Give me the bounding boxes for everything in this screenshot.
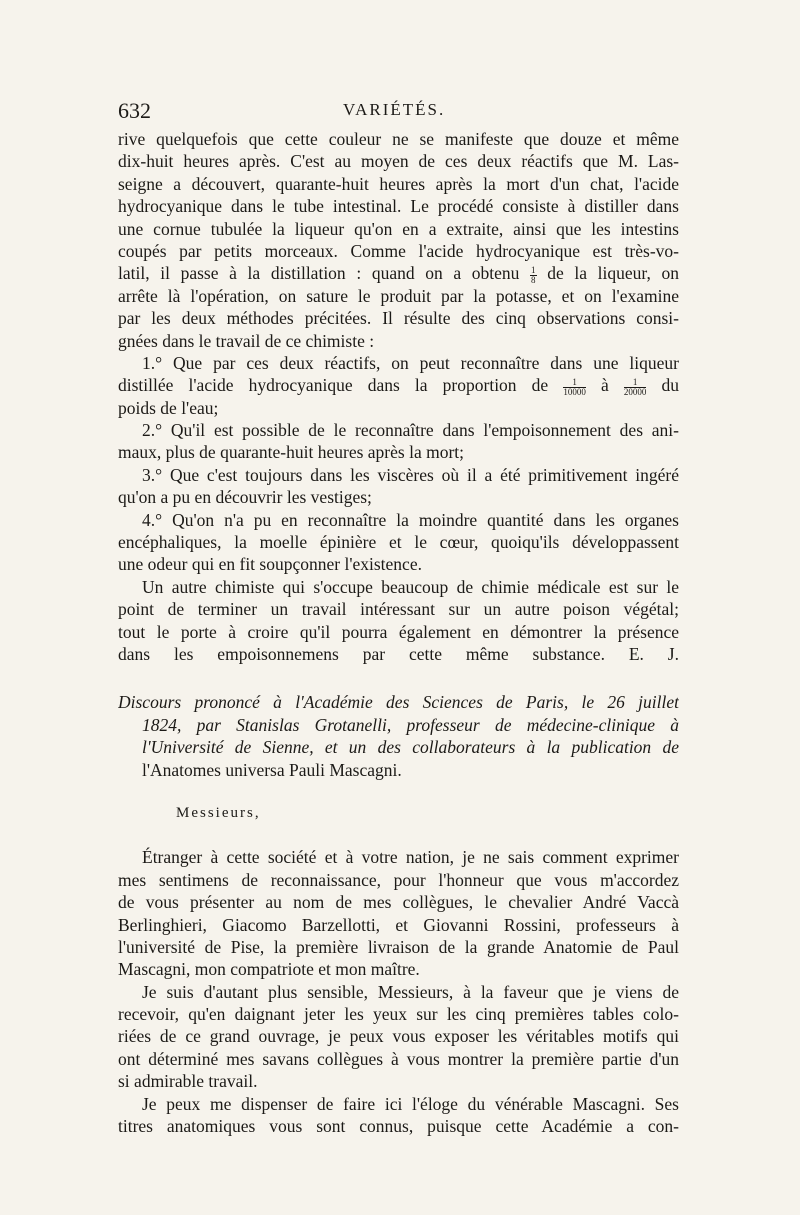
fraction-numerator: 1 [624,378,647,388]
text-line: point de terminer un travail intéressant sur un autre poison végétal; [118,599,679,620]
finding-4 [118,509,679,576]
text-line: une cornue tubulée la liqueur qu'on en a extraite, ainsi que les intestins [118,218,679,239]
section-spacer [118,824,679,846]
running-title: VARIÉTÉS. [343,100,446,119]
fraction-numerator: 1 [563,378,586,388]
paragraph-etranger [118,846,679,980]
finding-3 [118,464,679,509]
fraction-numerator: 1 [531,264,536,275]
text-line: Je peux me dispenser de faire ici l'éloge du vénérable Mascagni. Ses [142,1093,679,1114]
paragraph-other-chemist [118,576,679,666]
text-line: tout le porte à croire qu'il pourra également en démontrer la présence [118,621,679,642]
fraction [530,266,537,285]
text-line: rive quelquefois que cette couleur ne se manifeste que douze et même [118,129,679,149]
page-number: 632 [118,98,151,123]
text-line-signed: dans les empoisonnemens par cette même substance. E. J. [118,643,679,664]
text-segment: de la liqueur, on [547,263,679,284]
text-line: dix-huit heures après. C'est au moyen de ces deux réactifs que M. Las- [118,151,679,172]
text-segment: à [600,375,609,396]
text-segment: latil, il passe à la distillation : quand on a obtenu [118,263,520,284]
text-line: Un autre chimiste qui s'occupe beaucoup de chimie médicale est sur le [142,576,679,597]
text-line: titres anatomiques vous sont connus, puisque cette Académie a con- [118,1116,679,1137]
text-line: si admirable travail. [118,1071,258,1092]
text-line: une odeur qui en fit soupçonner l'existence. [118,554,422,575]
text-segment: du [661,375,679,396]
text-line: Étranger à cette société et à votre nation, je ne sais comment exprimer [142,847,679,868]
paragraph-mascagni [118,1093,679,1138]
section-spacer [118,781,679,802]
text-line-fraction [118,262,679,284]
text-line: Mascagni, mon compatriote et mon maître. [118,959,420,980]
text-line: qu'on a pu en découvrir les vestiges; [118,487,372,508]
text-line: arrête là l'opération, on sature le produit par la potasse, et on l'examine [118,285,679,306]
fraction-denominator: 10000 [563,386,586,397]
paragraph-continuation [118,128,679,352]
paragraph-sensible [118,981,679,1093]
text-line: riées de ce grand ouvrage, je peux vous exposer les véritables motifs qui [118,1026,679,1047]
text-line: Berlinghieri, Giacomo Barzellotti, et Giovanni Rossini, professeurs à [118,914,679,935]
heading-line: Discours prononcé à l'Académie des Sciences de Paris, le 26 juillet [118,692,679,713]
text-line: ont déterminé mes savans collègues à vous montrer la première partie d'un [118,1048,679,1069]
text-line: gnées dans le travail de ce chimiste : [118,330,375,351]
discours-heading [118,691,679,781]
text-line: l'université de Pise, la première livraison de la grande Anatomie de Paul [118,936,679,957]
section-spacer [118,665,679,691]
text-line: maux, plus de quarante-huit heures après la mort; [118,442,465,463]
text-line: mes sentimens de reconnaissance, pour l'honneur que vous m'accordez [118,869,679,890]
text-line: encéphaliques, la moelle épinière et le cœur, quoiqu'ils développassent [118,532,679,553]
text-line: coupés par petits morceaux. Comme l'acide hydrocyanique est très-vo- [118,240,679,261]
heading-line: l'Anatomes universa Pauli Mascagni. [142,759,402,780]
text-line: 3.° Que c'est toujours dans les viscères où il a été primitivement ingéré [142,464,679,485]
heading-line: l'Université de Sienne, et un des collaborateurs à la publication de [142,737,679,758]
text-line: seigne a découvert, quarante-huit heures après la mort d'un chat, l'acide [118,173,679,194]
finding-1 [118,352,679,419]
text-line: 4.° Qu'on n'a pu en reconnaître la moindre quantité dans les organes [142,509,679,530]
text-line: 2.° Qu'il est possible de le reconnaître dans l'empoisonnement des ani- [142,420,679,441]
text-line: recevoir, qu'en daignant jeter les yeux sur les cinq premières tables colo- [118,1004,679,1025]
text-line: 1.° Que par ces deux réactifs, on peut reconnaître dans une liqueur [142,352,679,373]
text-line: Je suis d'autant plus sensible, Messieurs, à la faveur que je viens de [142,981,679,1002]
fraction-denominator: 8 [531,274,536,285]
finding-2 [118,419,679,464]
text-line: par les deux méthodes précitées. Il résulte des cinq observations consi- [118,308,679,329]
text-line: hydrocyanique dans le tube intestinal. Le procédé consiste à distiller dans [118,196,679,217]
fraction [624,378,647,397]
body-text [118,128,679,1137]
heading-line: 1824, par Stanislas Grotanelli, professeur de médecine-clinique à [142,714,679,735]
text-line: poids de l'eau; [118,397,219,418]
text-segment: distillée l'acide hydrocyanique dans la proportion de [118,375,549,396]
text-line-fraction [118,374,679,396]
page-header [118,98,678,124]
fraction [563,378,586,397]
text-line: de vous présenter au nom de mes collègues, le chevalier André Vaccà [118,892,679,913]
salutation: Messieurs, [176,804,261,821]
fraction-denominator: 20000 [623,386,647,397]
